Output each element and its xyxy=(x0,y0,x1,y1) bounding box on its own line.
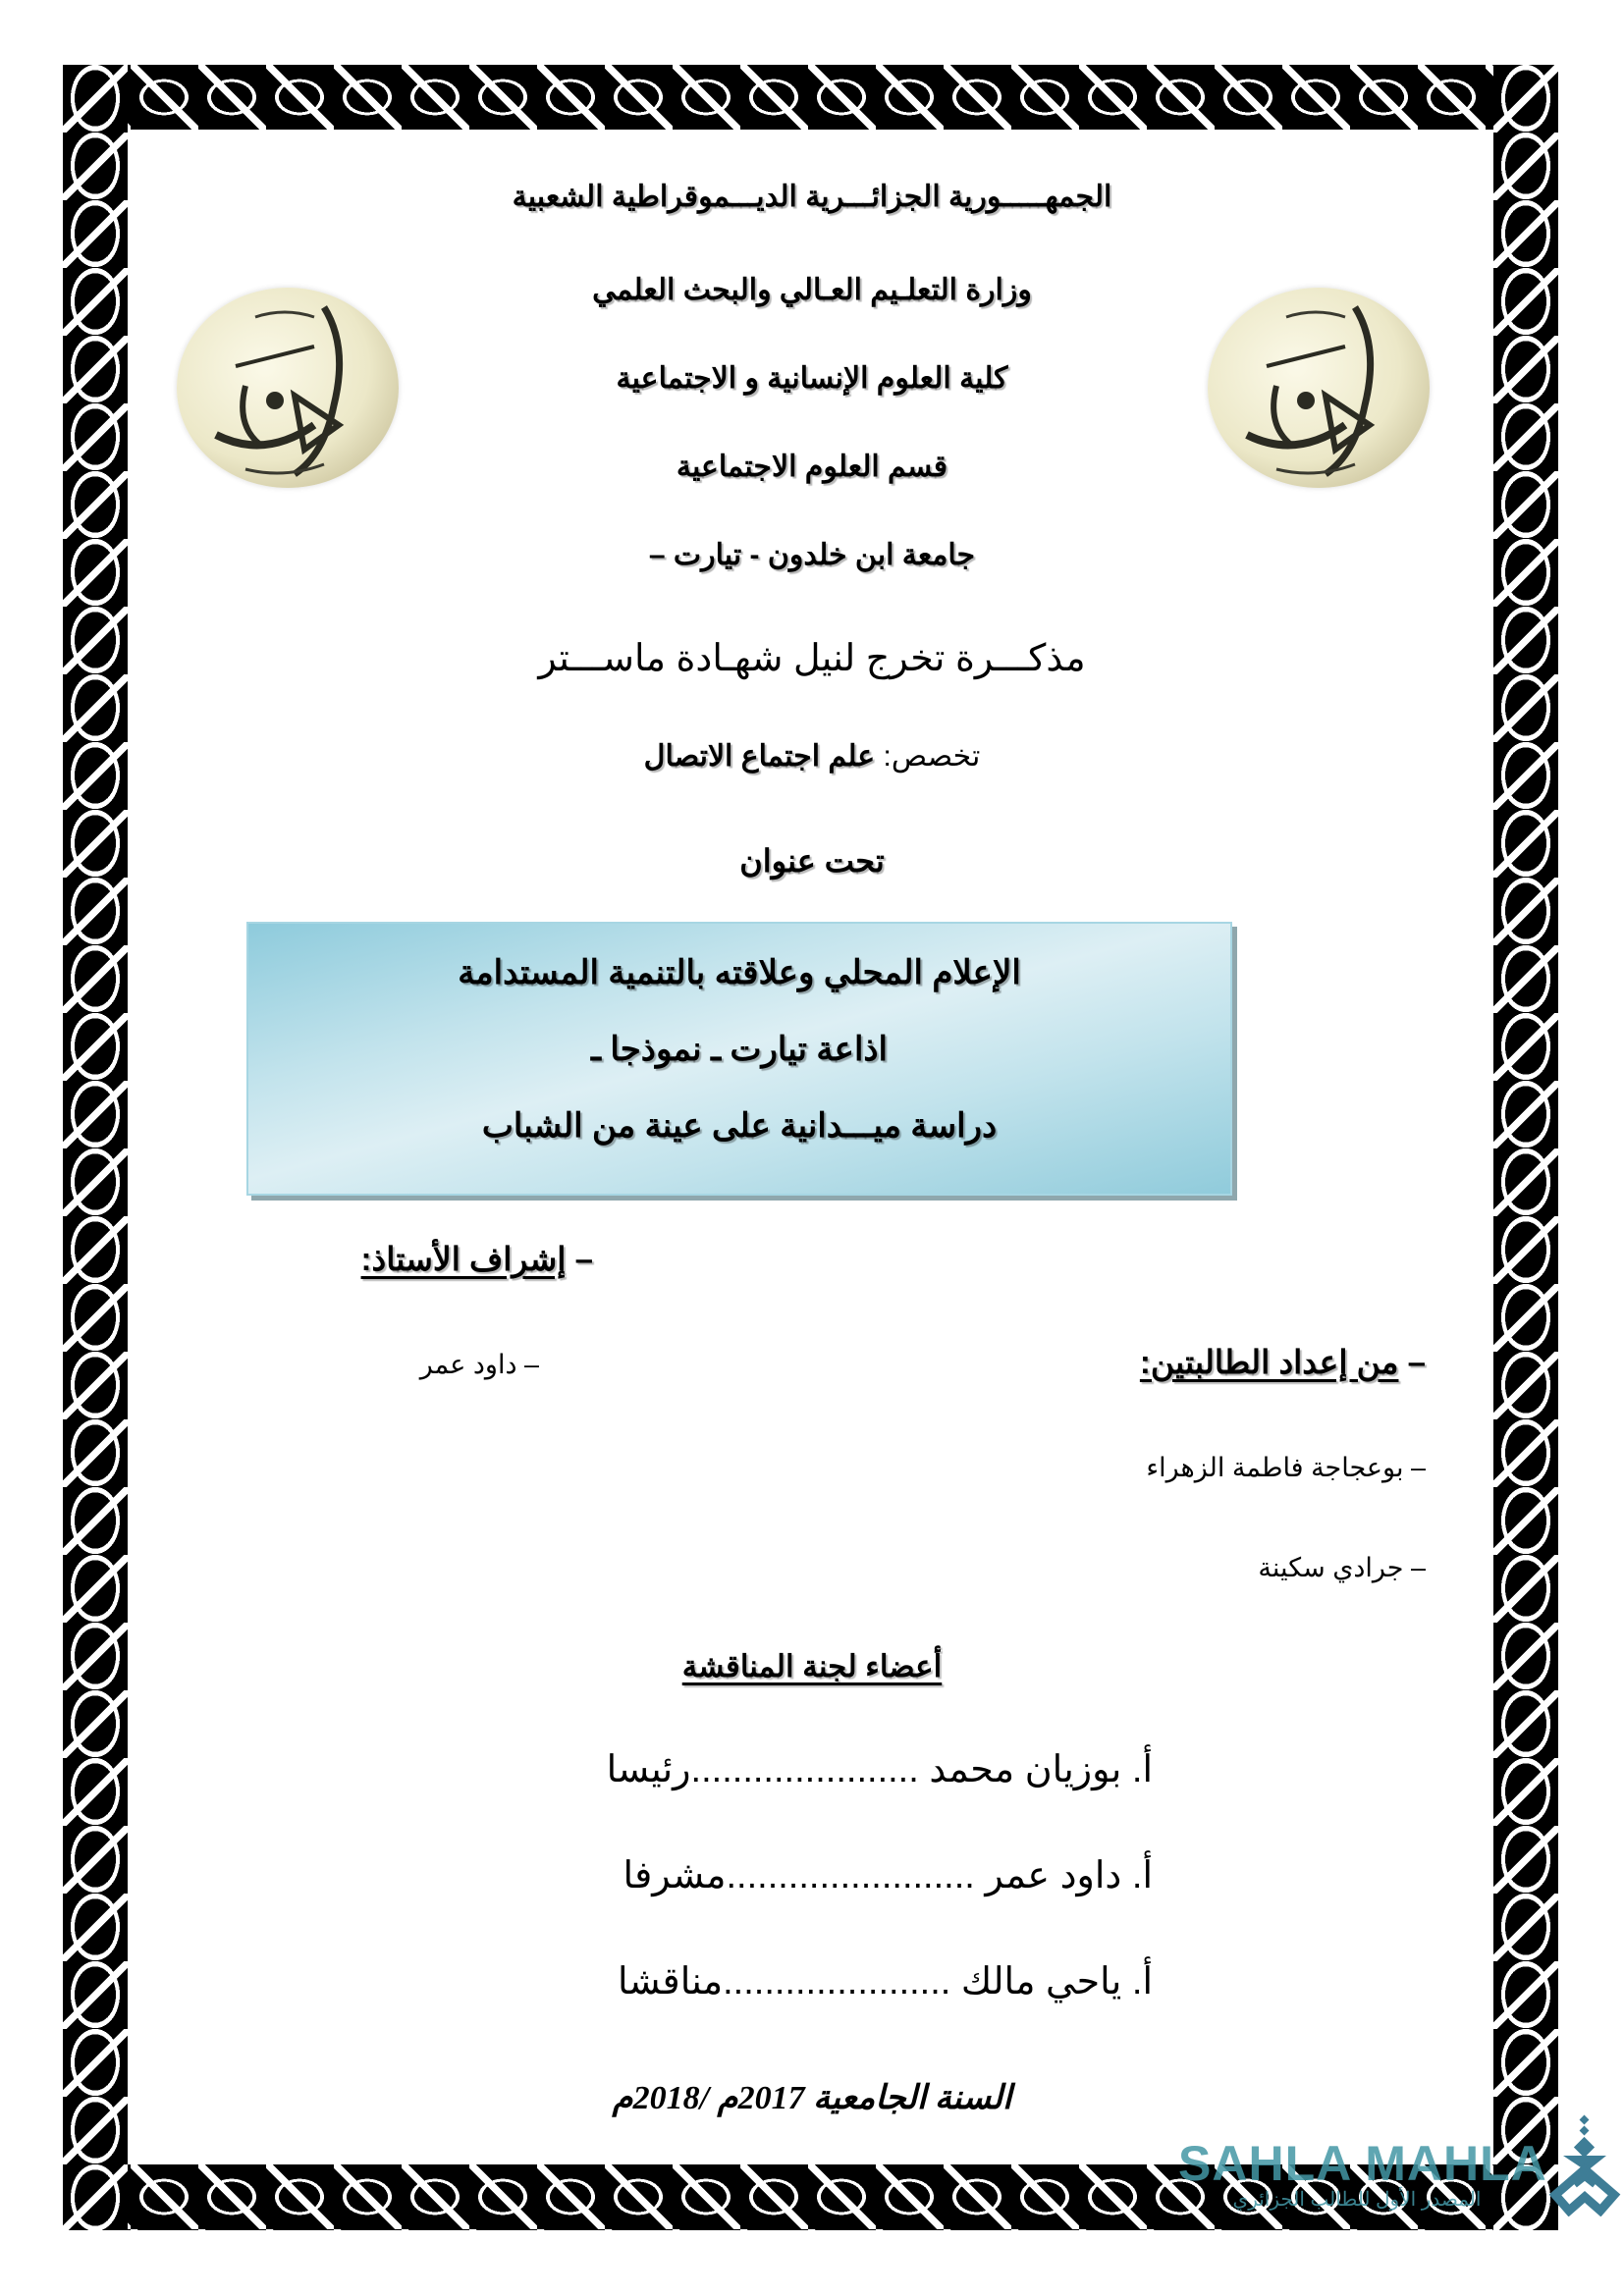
supervisor-name: – داود عمر xyxy=(419,1350,539,1379)
committee-title xyxy=(0,1649,1624,1684)
academic-year: السنة الجامعية 2017م /2018م xyxy=(612,2080,1012,2116)
watermark-text: SAHLA MAHLA xyxy=(1178,2136,1547,2191)
watermark-subtitle: المصدر الأول للطالب الجزائري xyxy=(1232,2189,1482,2211)
department-name: قسم العلوم الاجتماعية xyxy=(676,451,948,483)
sahla-mahla-logo-icon xyxy=(1549,2112,1624,2216)
thesis-title-line-2: اذاعة تيارت ـ نموذجا ـ xyxy=(591,1031,888,1068)
thesis-title-line-1: الإعلام المحلي وعلاقته بالتنمية المستدامة xyxy=(458,954,1021,991)
student-name: – جرادي سكينة xyxy=(1258,1553,1426,1582)
committee-member: أ. ياحي مالك ......................مناقشا xyxy=(618,1961,1153,2002)
thesis-type: مذكـــرة تخرج لنيل شهـادة ماســـتر xyxy=(538,638,1086,679)
committee-title-text: أعضاء لجنة المناقشة xyxy=(681,1649,943,1683)
specialization-label: تخصص: xyxy=(875,740,981,773)
committee-member: أ. بوزيان محمد ......................رئيسا xyxy=(606,1749,1153,1790)
under-title-label: تحت عنوان xyxy=(739,843,885,879)
supervisor-heading xyxy=(361,1240,593,1278)
committee-member: أ. داود عمر ........................مشرفا xyxy=(623,1855,1153,1896)
students-dash: – xyxy=(1398,1344,1426,1380)
supervisor-label: إشراف الأستاذ: xyxy=(360,1241,567,1277)
thesis-title-box xyxy=(246,922,1232,1196)
ministry-name: وزارة التعلـيم العـالي والبحث العلمي xyxy=(592,274,1032,306)
student-name: – بوعجاجة فاطمة الزهراء xyxy=(1146,1453,1426,1482)
supervisor-dash: – xyxy=(566,1241,593,1277)
border-top xyxy=(63,65,1558,130)
specialization xyxy=(0,739,1624,774)
specialization-value: علم اجتماع الاتصال xyxy=(643,740,876,773)
students-label: من إعداد الطالبتين: xyxy=(1139,1344,1399,1380)
republic-name: الجمهـــــورية الجزائـــرية الديـــموقراطية الشعبية xyxy=(512,181,1112,213)
thesis-title-line-3: دراسة ميـــدانية على عينة من الشباب xyxy=(481,1107,998,1145)
faculty-name: كلية العلوم الإنسانية و الاجتماعية xyxy=(616,362,1008,395)
university-name: جامعة ابن خلدون - تيارت – xyxy=(648,539,976,571)
students-heading xyxy=(1140,1343,1426,1381)
